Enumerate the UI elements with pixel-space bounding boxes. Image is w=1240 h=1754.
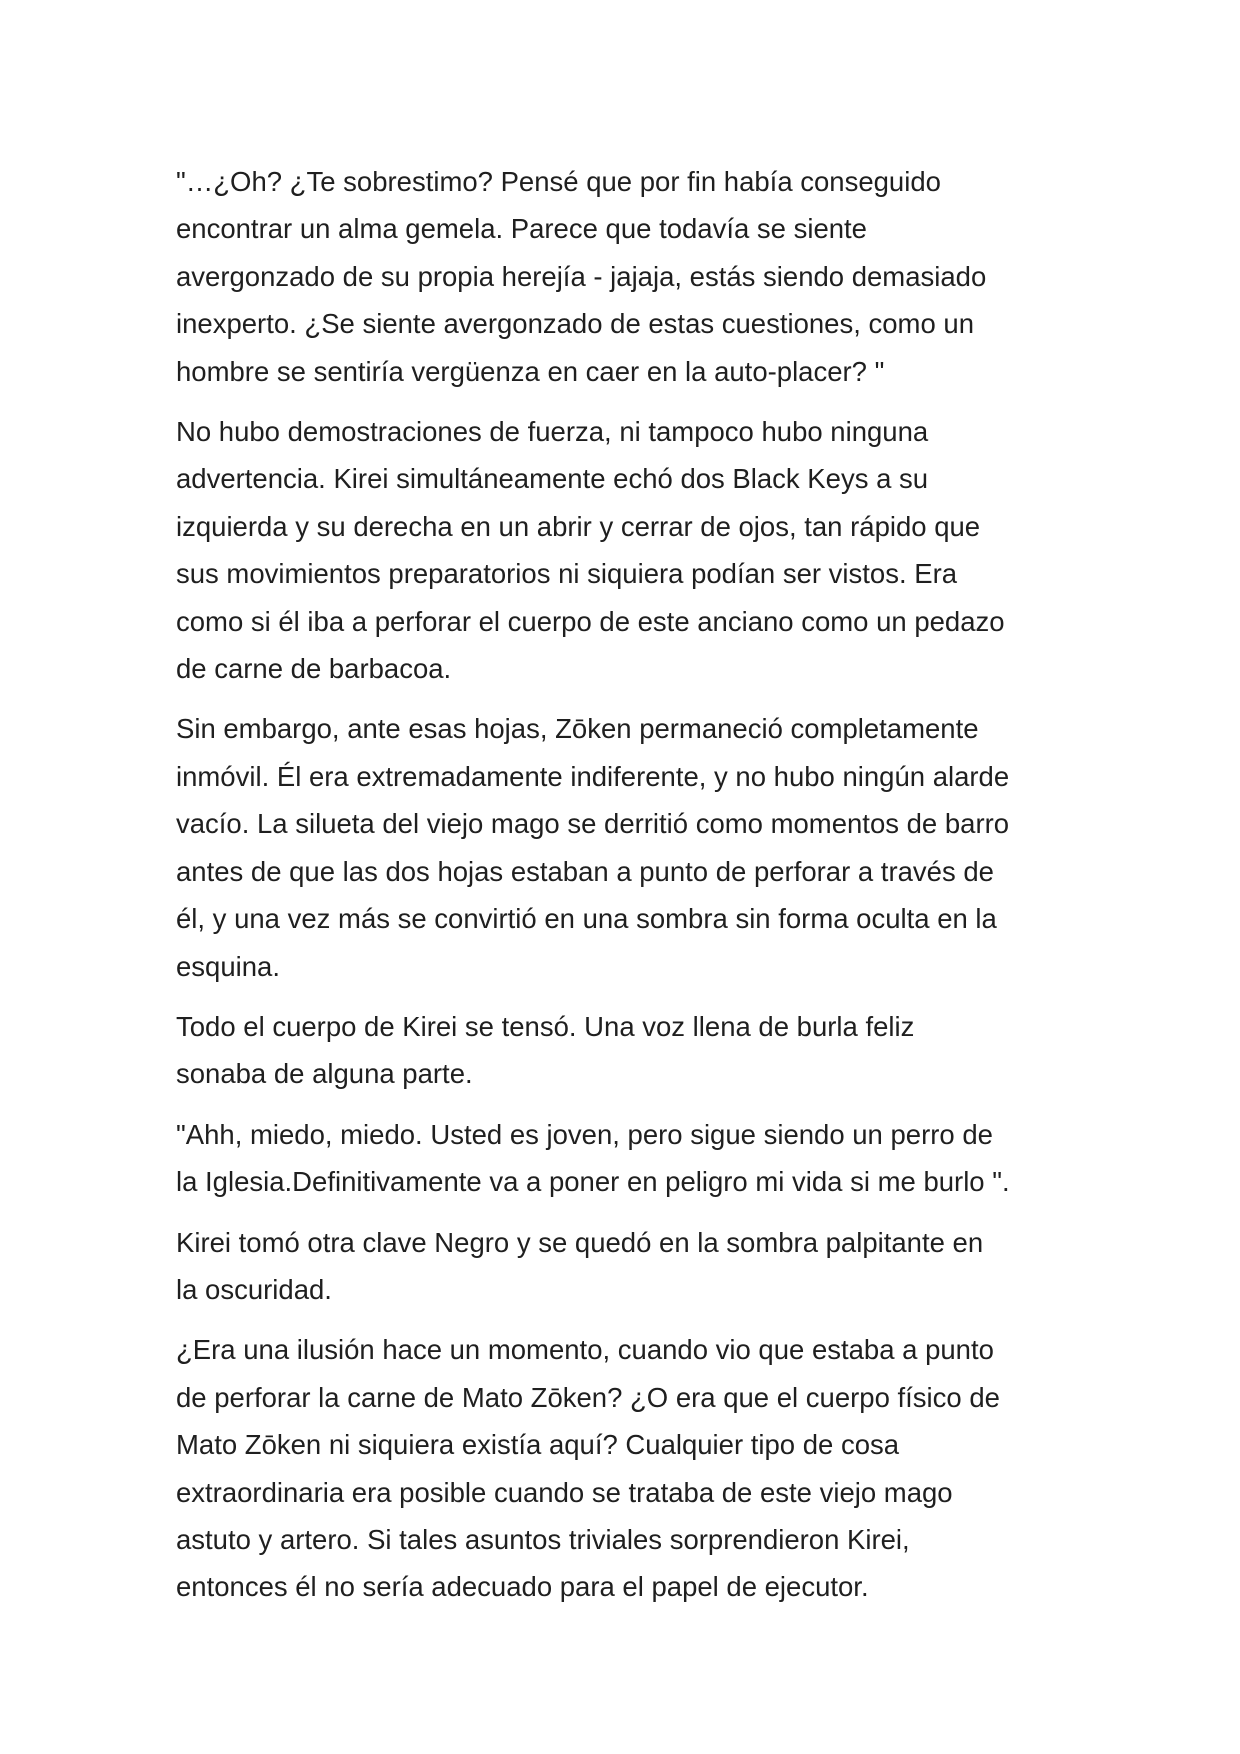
text-line: "…¿Oh? ¿Te sobrestimo? Pensé que por fin había conseguido (176, 166, 941, 197)
text-line: inexperto. ¿Se siente avergonzado de estas cuestiones, como un (176, 308, 974, 340)
text-line: avergonzado de su propia herejía - jajaja, estás siendo demasiado (176, 260, 987, 292)
text-line: él, y una vez más se convirtió en una sombra sin forma oculta en la (176, 903, 997, 935)
text-line: Todo el cuerpo de Kirei se tensó. Una voz llena de burla feliz (176, 1010, 915, 1042)
text-line: izquierda y su derecha en un abrir y cerrar de ojos, tan rápido que (176, 510, 981, 542)
paragraph-4 (176, 1003, 1076, 1098)
paragraph-1 (176, 158, 1076, 395)
text-line: No hubo demostraciones de fuerza, ni tampoco hubo ninguna (176, 416, 929, 448)
text-line: astuto y artero. Si tales asuntos triviales sorprendieron Kirei, (176, 1523, 910, 1555)
text-line: extraordinaria era posible cuando se trataba de este viejo mago (176, 1476, 953, 1508)
text-line: "Ahh, miedo, miedo. Usted es joven, pero sigue siendo un perro de (176, 1118, 993, 1150)
text-line: como si él iba a perforar el cuerpo de este anciano como un pedazo (176, 605, 1005, 637)
text-line: esquina. (176, 950, 280, 982)
text-line: entonces él no sería adecuado para el papel de ejecutor. (176, 1571, 869, 1603)
text-line: sus movimientos preparatorios ni siquiera podían ser vistos. Era (176, 558, 958, 590)
text-line: antes de que las dos hojas estaban a punto de perforar a través de (176, 855, 994, 887)
text-line: sonaba de alguna parte. (176, 1058, 473, 1090)
text-line: inmóvil. Él era extremadamente indiferente, y no hubo ningún alarde (176, 760, 1010, 792)
text-line: ¿Era una ilusión hace un momento, cuando vio que estaba a punto (176, 1334, 994, 1366)
text-line: encontrar un alma gemela. Parece que todavía se siente (176, 213, 867, 245)
paragraph-5 (176, 1111, 1076, 1206)
paragraph-3 (176, 705, 1076, 989)
text-line: vacío. La silueta del viejo mago se derritió como momentos de barro (176, 808, 1010, 840)
text-line: la oscuridad. (176, 1273, 332, 1305)
document-body (176, 158, 1076, 1624)
text-line: advertencia. Kirei simultáneamente echó dos Black Keys a su (176, 463, 929, 495)
text-line: de perforar la carne de Mato Zōken? ¿O era que el cuerpo físico de (176, 1381, 1000, 1413)
text-line: Kirei tomó otra clave Negro y se quedó en la sombra palpitante en (176, 1226, 984, 1258)
text-line: la Iglesia.Definitivamente va a poner en peligro mi vida si me burlo ". (176, 1166, 1010, 1198)
paragraph-7 (176, 1326, 1076, 1610)
text-line: de carne de barbacoa. (176, 653, 452, 685)
paragraph-6 (176, 1219, 1076, 1314)
text-line: hombre se sentiría vergüenza en caer en la auto-placer? " (176, 355, 885, 387)
text-line: Sin embargo, ante esas hojas, Zōken permaneció completamente (176, 713, 979, 745)
text-line: Mato Zōken ni siquiera existía aquí? Cualquier tipo de cosa (176, 1429, 900, 1461)
paragraph-2 (176, 408, 1076, 692)
